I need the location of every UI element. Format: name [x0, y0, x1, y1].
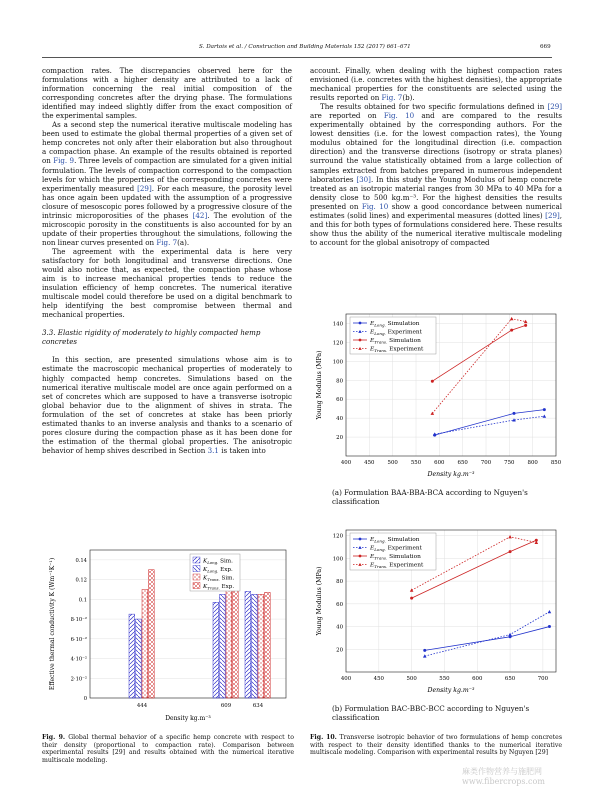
legend-swatch: [193, 583, 200, 589]
series-line: [435, 416, 545, 434]
legend-label: $E_{Trans.}$ Simulation: [370, 338, 421, 345]
data-point: [508, 633, 512, 636]
watermark: 麻类作物营养与施肥网 www.fibercrops.com: [462, 767, 545, 786]
left-column: [42, 66, 292, 455]
y-tick-label: 20: [336, 435, 343, 442]
legend-label: $K_{Long.}$ Exp.: [203, 567, 233, 574]
citation-link[interactable]: [29]: [547, 102, 562, 112]
data-point: [509, 550, 512, 553]
x-tick-label: 400: [340, 460, 352, 466]
figure-link[interactable]: Fig. 7: [381, 93, 403, 103]
x-tick-label: 800: [527, 460, 538, 466]
x-axis-label: Density kg.m⁻³: [165, 715, 211, 722]
running-title: S. Dartois et al. / Construction and Building Materials 152 (2017) 661–671: [199, 44, 411, 50]
x-tick-label: 609: [220, 703, 232, 709]
legend-swatch: [193, 574, 200, 580]
data-point: [510, 329, 513, 332]
y-axis-label: Young Modulus (MPa): [316, 350, 323, 420]
figure-10a-line-chart: [312, 306, 562, 486]
y-tick-label: 120: [332, 340, 343, 347]
paragraph: In this section, are presented simulations whose aim is to estimate the macroscopic mechanical properties of moderately to highly compacted hemp concretes. Simulations based on the numerical iterative multiscale model are once again performed on a set of concretes which are supposed to have a transverse isotropic global behavior due to the alignment of shives in strata. The formulation of the set of concretes at stake has been priorly estimated thanks to an inverse analysis and thanks to a scenario of pores closure during the compaction phase as it has been done for the estimation of the thermal global properties. The anisotropic behavior of hemp shives described in Section 3.1 is taken into: [42, 355, 292, 455]
y-tick-label: 20: [336, 647, 343, 654]
series-line: [425, 627, 550, 651]
legend-swatch: [193, 557, 200, 563]
x-tick-label: 400: [340, 676, 352, 682]
y-tick-label: 60: [336, 601, 343, 608]
y-tick-label: 0.1: [78, 597, 87, 604]
x-tick-label: 650: [504, 676, 516, 682]
y-tick-label: 2·10⁻²: [70, 676, 87, 683]
x-tick-label: 550: [439, 676, 450, 682]
legend-label: $E_{Trans.}$ Experiment: [370, 346, 424, 353]
legend-swatch: [193, 566, 200, 572]
y-tick-label: 40: [336, 416, 343, 423]
legend-label: $K_{Long.}$ Sim.: [203, 558, 233, 565]
figure-link[interactable]: Fig. 7: [156, 237, 178, 247]
data-point: [410, 588, 414, 591]
y-tick-label: 80: [336, 579, 343, 586]
y-tick-label: 80: [336, 378, 343, 385]
y-tick-label: 8·10⁻²: [70, 617, 87, 624]
x-axis-label: Density kg.m⁻³: [427, 687, 475, 694]
x-tick-label: 750: [504, 460, 515, 466]
paragraph: The agreement with the experimental data is here very satisfactory for both longitudinal and transverse directions. One would also notice that, as expected, the compaction phase whose aim is to increase mechanical properties tends to reduce the insulation efficiency of hemp concretes. The numerical iterative multiscale model could therefore be used on a digital benchmark to help identifying the best compromise between thermal and mechanical properties.: [42, 246, 292, 320]
legend-marker: [359, 322, 362, 325]
legend-label: $K_{Trans.}$ Exp.: [203, 584, 235, 591]
bar: [265, 592, 271, 698]
citation-link[interactable]: [30]: [356, 174, 371, 184]
y-tick-label: 0: [83, 696, 87, 702]
figure-link[interactable]: Fig. 10: [361, 201, 389, 211]
y-tick-label: 60: [336, 397, 343, 404]
figure-10a-subcaption: (a) Formulation BAA-BBA-BCA according to Nguyen's classification: [332, 488, 528, 506]
legend-label: $E_{Long.}$ Simulation: [370, 537, 420, 544]
data-point: [410, 597, 413, 600]
bar: [129, 614, 135, 698]
x-tick-label: 444: [136, 703, 148, 709]
x-tick-label: 700: [537, 676, 549, 682]
bar: [245, 591, 251, 698]
x-tick-label: 600: [472, 676, 483, 682]
bar: [213, 602, 219, 698]
series-line: [435, 410, 545, 436]
data-point: [524, 320, 528, 323]
section-heading: 3.3. Elastic rigidity of moderately to highly compacted hemp concretes: [42, 328, 261, 347]
y-tick-label: 6·10⁻²: [70, 636, 87, 643]
legend-label: $K_{Trans.}$ Sim.: [203, 575, 235, 582]
data-point: [423, 649, 426, 652]
x-tick-label: 500: [387, 460, 398, 466]
header-rule: [42, 57, 552, 58]
y-tick-label: 140: [332, 321, 343, 328]
data-point: [543, 408, 546, 411]
y-axis-label: Young Modulus (MPa): [316, 566, 323, 636]
figure-9-bar-chart: [42, 540, 294, 730]
y-tick-label: 4·10⁻²: [70, 656, 87, 663]
paragraph: As a second step the numerical iterative multiscale modeling has been used to estimate the global thermal properties of a given set of hemp concretes not only after their elaboration but also throughout a compaction phase. An example of the results obtained is reported on Fig. 9. Three levels of compaction are simulated for a given initial formulation. The levels of compaction correspond to the compaction levels for which the properties of the corresponding concretes were experimentally measured [29]. For each measure, the porosity level has once again been updated with the assumption of a progressive closure of mesoscopic pores followed by a progressive closure of the intrinsic microporosities of the phases [42]. The evolution of the microscopic porosity in the constituents is also accounted for by an update of their properties throughout the simulations, following the non linear curves presented on Fig. 7(a).: [42, 120, 292, 247]
y-tick-label: 40: [336, 624, 343, 631]
data-point: [513, 412, 516, 415]
bar: [252, 594, 258, 698]
y-tick-label: 100: [332, 556, 343, 563]
y-axis-label: Effective thermal conductivity K (Wm⁻¹K⁻¹): [49, 557, 56, 691]
figure-link[interactable]: Fig. 10: [383, 111, 415, 121]
running-header: [0, 44, 595, 56]
x-tick-label: 634: [252, 703, 264, 709]
data-point: [548, 610, 552, 613]
citation-link[interactable]: [29]: [545, 210, 560, 220]
legend-label: $E_{Long.}$ Experiment: [370, 329, 422, 336]
legend-marker: [359, 339, 362, 342]
x-tick-label: 700: [480, 460, 492, 466]
x-tick-label: 550: [410, 460, 422, 466]
data-point: [431, 380, 434, 383]
data-point: [510, 317, 514, 320]
x-tick-label: 450: [364, 460, 375, 466]
legend-label: $E_{Long.}$ Experiment: [370, 545, 422, 552]
figure-10b-subcaption: (b) Formulation BAC-BBC-BCC according to Nguyen's classification: [332, 704, 530, 722]
x-tick-label: 450: [373, 676, 384, 682]
x-tick-label: 500: [406, 676, 417, 682]
bar: [220, 594, 226, 698]
data-point: [524, 324, 527, 327]
figure-10b-line-chart: [312, 522, 562, 702]
paragraph: compaction rates. The discrepancies observed here for the formulations with a higher density are attributed to a lack of information concerning the real initial composition of the corresponding concretes after the drying phase. The formulations identified may indeed slightly differ from the exact composition of the experimental samples.: [42, 66, 292, 121]
bar: [258, 594, 264, 698]
bar: [142, 589, 148, 698]
x-tick-label: 850: [550, 460, 562, 466]
y-tick-label: 100: [332, 359, 343, 366]
data-point: [543, 414, 547, 417]
x-axis-label: Density kg.m⁻³: [427, 471, 475, 478]
legend-marker: [359, 555, 362, 558]
figure-9-caption: Fig. 9. Global thermal behavior of a specific hemp concrete with respect to their density (proportional to compaction rate). Comparison between experimental results [29] and results obtained with the numerical iterative multiscale modeling.: [42, 734, 294, 764]
series-line: [432, 325, 525, 381]
legend-label: $E_{Long.}$ Simulation: [370, 321, 420, 328]
x-tick-label: 650: [457, 460, 468, 466]
x-tick-label: 600: [434, 460, 445, 466]
data-point: [431, 412, 435, 415]
y-tick-label: 0.12: [75, 577, 87, 584]
section-link[interactable]: 3.1: [207, 445, 219, 455]
legend-label: $E_{Trans.}$ Simulation: [370, 554, 421, 561]
legend-marker: [359, 538, 362, 541]
paragraph: account. Finally, when dealing with the highest compaction rates envisioned (i.e. concretes with the highest densities), the appropriate mechanical properties for the constituents are selected using the results reported on Fig. 7(b).: [310, 66, 562, 103]
data-point: [548, 625, 551, 628]
citation-link[interactable]: [42]: [192, 210, 208, 220]
y-tick-label: 120: [332, 533, 343, 540]
page-number: 669: [540, 44, 551, 50]
paragraph: The results obtained for two specific formulations defined in [29] are reported on Fig. 10 and are compared to the results experimentally obtained by the corresponding authors. For the lowest densities (i.e. for the lowest compaction rates), the Young modulus obtained for the longitudinal direction (i.e. compaction direction) and the transverse directions (isotropy or strata planes) surround the value statistically obtained from a large collection of samples extracted from batches prepared in numerous independent laboratories [30]. In this study the Young Modulus of hemp concrete treated as an isotropic material ranges from 30 MPa to 40 MPa for a density close to 500 kg.m⁻³. For the highest densities the results presented on Fig. 10 show a good concordance between numerical estimates (solid lines) and experimental measures (dotted lines) [29], and this for both types of formulations considered here. These results show thus the ability of the numerical iterative multiscale modeling to account for the global anisotropy of compacted: [310, 102, 562, 247]
bar: [136, 619, 142, 698]
right-column: [310, 66, 562, 247]
legend-label: $E_{Trans.}$ Experiment: [370, 562, 424, 569]
figure-link[interactable]: Fig. 9: [53, 156, 75, 166]
bar: [149, 570, 155, 698]
y-tick-label: 0.14: [75, 557, 87, 564]
figure-10-caption: Fig. 10. Transverse isotropic behavior of two formulations of hemp concretes with respect to their density identified thanks to the numerical iterative multiscale modeling. Comparison with experimental results by Nguyen [29]: [310, 734, 562, 757]
citation-link[interactable]: [29]: [137, 183, 152, 193]
